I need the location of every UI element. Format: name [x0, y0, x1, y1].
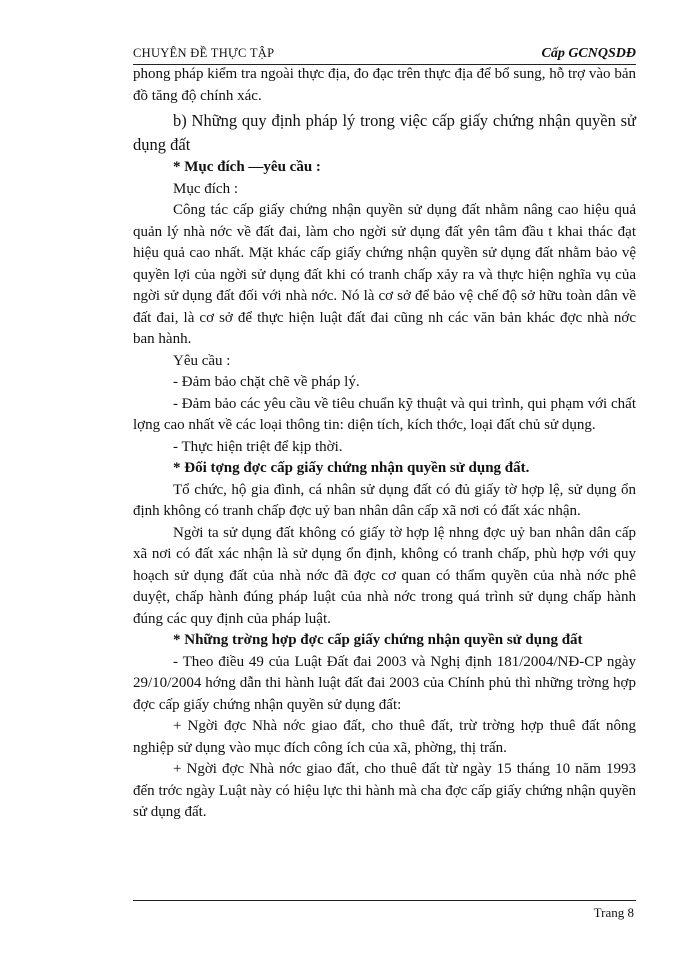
paragraph-subjects-2: Ngời ta sử dụng đất không có giấy tờ hợp lệ nhng đợc uỷ ban nhân dân cấp xã nơi có đất xác nhận là sử dụng ổn định, không có tranh chấp, phù hợp với quy hoạch sử dụng đất của nhà nớc đã đợc cơ quan có thẩm quyền của nhà nớc phê duyệt, chấp hành đúng pháp luật của nhà nớc trong quá trình sử dụng chấp hành đúng các quy định của pháp luật.: [133, 524, 636, 627]
requirement-item: - Đảm bảo các yêu cầu về tiêu chuẩn kỹ thuật và qui trình, qui phạm với chất lợng cao nhất về các loại thông tin: diện tích, kích thớc, loại đất chủ sử dụng.: [133, 395, 636, 433]
paragraph-cases: - Theo điều 49 của Luật Đất đai 2003 và Nghị định 181/2004/NĐ-CP ngày 29/10/2004 hớng dẫn thi hành luật đất đai 2003 của Chính phủ thì những trờng hợp đợc cấp giấy chứng nhận quyền sử dụng đất:: [133, 653, 636, 713]
paragraph-continuation: phong pháp kiểm tra ngoài thực địa, đo đạc trên thực địa để bổ sung, hỗ trợ vào bản đồ tăng độ chính xác.: [133, 66, 636, 104]
requirement-item: - Thực hiện triệt để kịp thời.: [173, 438, 343, 455]
section-heading: b) Những quy định pháp lý trong việc cấp giấy chứng nhận quyền sử dụng đất: [133, 111, 636, 154]
label-purpose: Mục đích :: [173, 180, 238, 197]
header-title: CHUYÊN ĐỀ THỰC TẬP: [133, 46, 275, 60]
paragraph-subjects: Tổ chức, hộ gia đình, cá nhân sử dụng đất có đủ giấy tờ hợp lệ, sử dụng ổn định không có tranh chấp đợc uỷ ban nhân dân cấp xã nơi có đất xác nhận.: [133, 481, 636, 519]
subheading-purpose-requirements: * Mục đích —yêu cầu :: [173, 159, 321, 175]
subheading-subjects: * Đối tợng đợc cấp giấy chứng nhận quyền sử dụng đất.: [173, 460, 530, 476]
subheading-cases: * Những trờng hợp đợc cấp giấy chứng nhận quyền sử dụng đất: [173, 632, 583, 648]
case-item: + Ngời đợc Nhà nớc giao đất, cho thuê đất từ ngày 15 tháng 10 năm 1993 đến trớc ngày Luật này có hiệu lực thi hành mà cha đợc cấp giấy chứng nhận quyền sử dụng đất.: [133, 761, 636, 820]
label-requirements: Yêu cầu :: [173, 352, 231, 369]
case-item: + Ngời đợc Nhà nớc giao đất, cho thuê đất, trừ trờng hợp thuê đất nông nghiệp sử dụng vào mục đích công ích của xã, phờng, thị trấn.: [133, 718, 636, 756]
header-subtitle: Cấp GCNQSDĐ: [541, 46, 636, 61]
page-footer: [133, 900, 636, 920]
document-body: [133, 64, 636, 824]
requirement-item: - Đảm bảo chặt chẽ về pháp lý.: [173, 374, 360, 390]
page-header: [133, 42, 636, 65]
page-number: Trang 8: [593, 905, 634, 920]
paragraph-purpose: Công tác cấp giấy chứng nhận quyền sử dụng đất nhằm nâng cao hiệu quả quản lý nhà nớc về đất đai, làm cho ngời sử dụng đất yên tâm đầu t khai thác đạt hiệu quả cao nhất. Mặt khác cấp giấy chứng nhận quyền sử dụng đất nhằm bảo vệ quyền lợi của ngời sử dụng đất khi có tranh chấp xảy ra và thực hiện nghĩa vụ của ngời sử dụng đất đối với nhà nớc. Nó là cơ sở để bảo vệ chế độ sở hữu toàn dân về đất đai, là cơ sở để thực hiện luật đất đai cũng nh các văn bản khác đợc nhà nớc ban hành.: [133, 202, 636, 347]
